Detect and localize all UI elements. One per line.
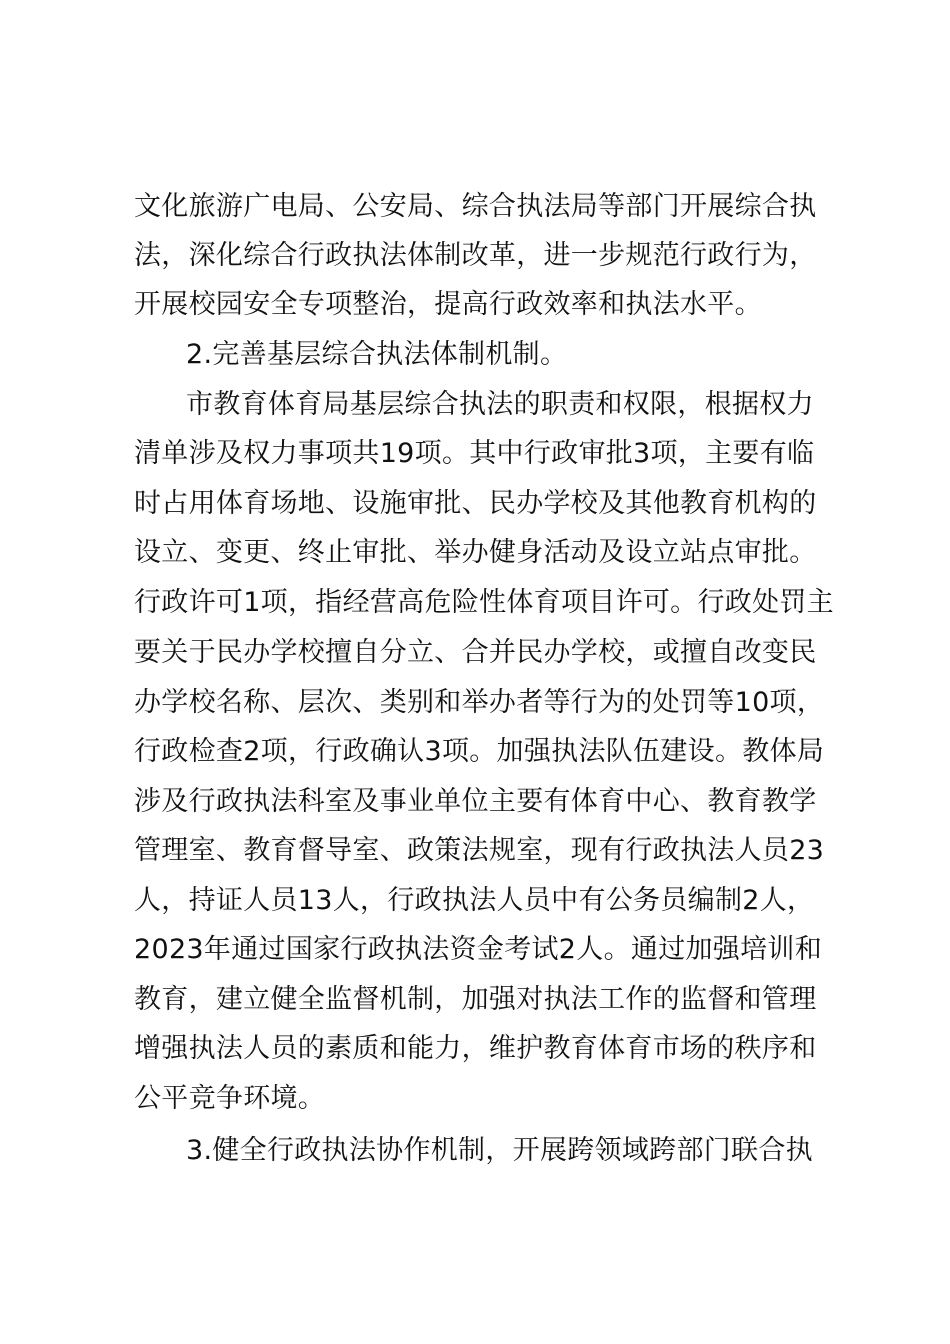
text-line-10: 要关于民办学校擅自分立、合并民办学校，或擅自改变民 — [134, 637, 817, 668]
text-line-14: 管理室、教育督导室、政策法规室，现有行政执法人员23 — [134, 835, 825, 866]
text-line-9: 行政许可1项，指经营高危险性体育项目许可。行政处罚主 — [134, 587, 834, 618]
text-line-13: 涉及行政执法科室及事业单位主要有体育中心、教育教学 — [134, 786, 817, 817]
section-heading-3: 3.健全行政执法协作机制，开展跨领域跨部门联合执 — [186, 1135, 813, 1166]
text-line-11: 办学校名称、层次、类别和举办者等行为的处罚等10项， — [134, 687, 825, 718]
text-line-19: 公平竞争环境。 — [134, 1083, 326, 1114]
section-heading-2: 2.完善基层综合执法体制机制。 — [186, 339, 568, 370]
text-line-6: 清单涉及权力事项共19项。其中行政审批3项，主要有临 — [134, 438, 815, 469]
text-line-1: 文化旅游广电局、公安局、综合执法局等部门开展综合执 — [134, 191, 817, 222]
text-line-2: 法，深化综合行政执法体制改革，进一步规范行政行为， — [134, 240, 817, 271]
text-line-12: 行政检查2项，行政确认3项。加强执法队伍建设。教体局 — [134, 736, 825, 767]
text-line-18: 增强执法人员的素质和能力，维护教育体育市场的秩序和 — [134, 1033, 817, 1064]
text-line-7: 时占用体育场地、设施审批、民办学校及其他教育机构的 — [134, 488, 817, 519]
text-line-5: 市教育体育局基层综合执法的职责和权限，根据权力 — [186, 389, 814, 420]
text-line-17: 教育，建立健全监督机制，加强对执法工作的监督和管理 — [134, 984, 817, 1015]
text-line-3: 开展校园安全专项整治，提高行政效率和执法水平。 — [134, 289, 762, 320]
text-line-8: 设立、变更、终止审批、举办健身活动及设立站点审批。 — [134, 537, 817, 568]
text-line-16: 2023年通过国家行政执法资金考试2人。通过加强培训和 — [134, 934, 822, 965]
text-line-15: 人，持证人员13人，行政执法人员中有公务员编制2人， — [134, 885, 815, 916]
